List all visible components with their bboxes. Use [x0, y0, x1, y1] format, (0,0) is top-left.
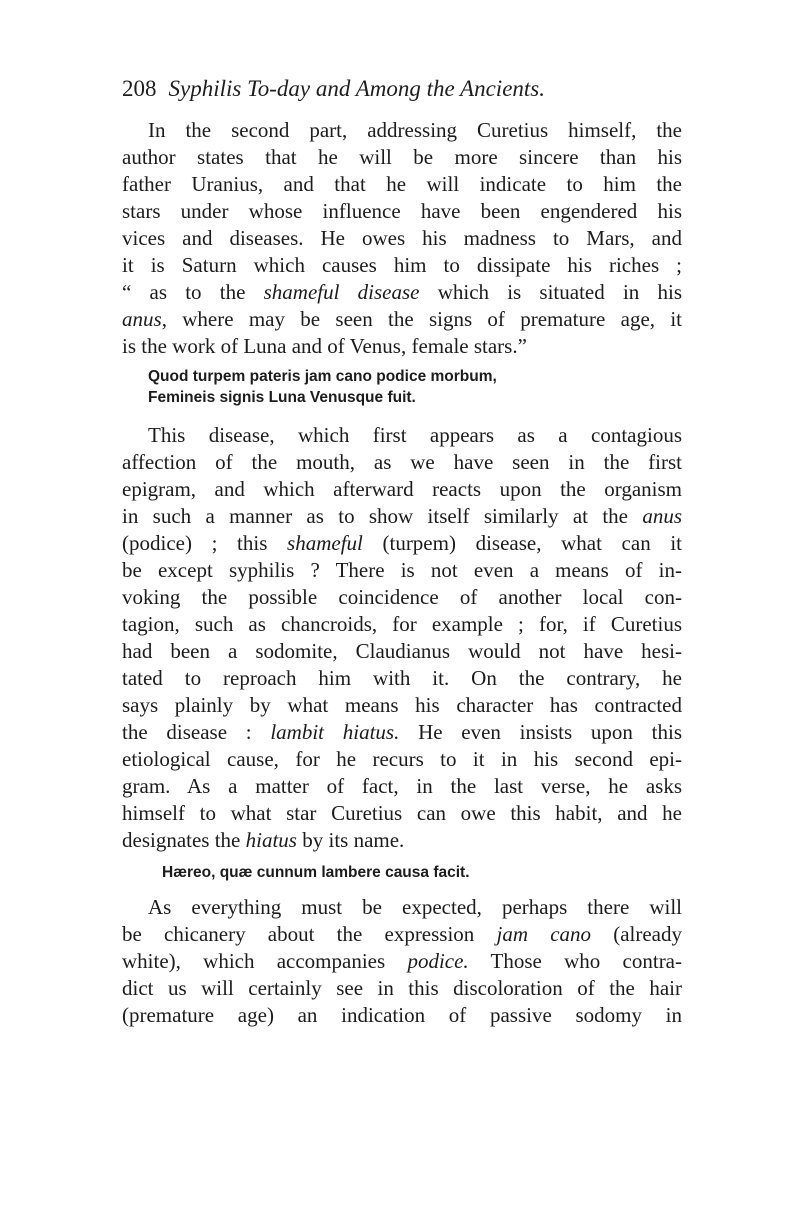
- text-span: He even insists upon this: [399, 720, 682, 744]
- text-span: (podice) ; this: [122, 531, 288, 555]
- text-line: author states that he will be more sincere than his: [122, 145, 682, 169]
- italic-word: anus: [122, 307, 162, 331]
- text-line: [122, 305, 682, 333]
- running-title: Syphilis To-day and Among the Ancients.: [168, 76, 546, 101]
- text-line: gram. As a matter of fact, in the last verse, he asks: [122, 774, 682, 798]
- italic-phrase: shameful disease: [263, 280, 420, 304]
- running-header: [122, 72, 682, 106]
- text-line: is the work of Luna and of Venus, female stars.”: [122, 334, 527, 358]
- text-line: it is Saturn which causes him to dissipate his riches ;: [122, 253, 682, 277]
- text-span: Those who contra-: [468, 949, 682, 973]
- text-line: tated to reproach him with it. On the contrary, he: [122, 666, 682, 690]
- latin-verse: Femineis signis Luna Venusque fuit.: [148, 389, 416, 406]
- latin-verse: Hæreo, quæ cunnum lambere causa facit.: [162, 864, 470, 881]
- text-line: father Uranius, and that he will indicate to him the: [122, 172, 682, 196]
- text-line: vices and diseases. He owes his madness to Mars, and: [122, 226, 682, 250]
- text-line: stars under whose influence have been engendered his: [122, 199, 682, 223]
- text-line: This disease, which first appears as a contagious: [148, 423, 682, 447]
- text-line: himself to what star Curetius can owe this habit, and he: [122, 801, 682, 825]
- text-span: (turpem) disease, what can it: [362, 531, 682, 555]
- text-span: be chicanery about the expression: [122, 922, 497, 946]
- page-number: 208: [122, 76, 157, 101]
- text-span: by its name.: [296, 828, 405, 852]
- text-line: [122, 278, 682, 306]
- text-line: In the second part, addressing Curetius himself, the: [148, 118, 682, 142]
- text-line: [122, 826, 682, 854]
- text-line: [122, 947, 682, 975]
- text-span: , where may be seen the signs of premature age, it: [161, 307, 682, 331]
- italic-word: podice.: [407, 949, 469, 973]
- text-line: [122, 502, 682, 530]
- text-line: etiological cause, for he recurs to it in his second epi-: [122, 747, 682, 771]
- text-line: [122, 529, 682, 557]
- text-line: had been a sodomite, Claudianus would not have hesi-: [122, 639, 682, 663]
- text-span: white), which accompanies: [122, 949, 408, 973]
- italic-word: hiatus: [245, 828, 297, 852]
- italic-word: anus: [642, 504, 682, 528]
- italic-phrase: lambit hiatus.: [270, 720, 400, 744]
- text-line: says plainly by what means his character has contracted: [122, 693, 682, 717]
- text-line: voking the possible coincidence of another local con-: [122, 585, 682, 609]
- text-line: epigram, and which afterward reacts upon the organism: [122, 477, 682, 501]
- text-span: which is situated in his: [419, 280, 682, 304]
- text-line: be except syphilis ? There is not even a means of in-: [122, 558, 682, 582]
- text-span: (already: [591, 922, 682, 946]
- text-span: the disease :: [122, 720, 271, 744]
- text-line: [122, 718, 682, 746]
- text-line: (premature age) an indication of passive sodomy in: [122, 1003, 682, 1027]
- text-line: [122, 920, 682, 948]
- text-span: designates the: [122, 828, 246, 852]
- latin-verse: Quod turpem pateris jam cano podice morbum,: [148, 368, 497, 385]
- text-span: in such a manner as to show itself similarly at the: [122, 504, 643, 528]
- text-line: affection of the mouth, as we have seen in the first: [122, 450, 682, 474]
- text-span: “ as to the: [122, 280, 264, 304]
- text-line: tagion, such as chancroids, for example ; for, if Curetius: [122, 612, 682, 636]
- text-line: dict us will certainly see in this discoloration of the hair: [122, 976, 682, 1000]
- italic-word: shameful: [287, 531, 363, 555]
- text-line: As everything must be expected, perhaps there will: [148, 895, 682, 919]
- italic-phrase: jam cano: [496, 922, 592, 946]
